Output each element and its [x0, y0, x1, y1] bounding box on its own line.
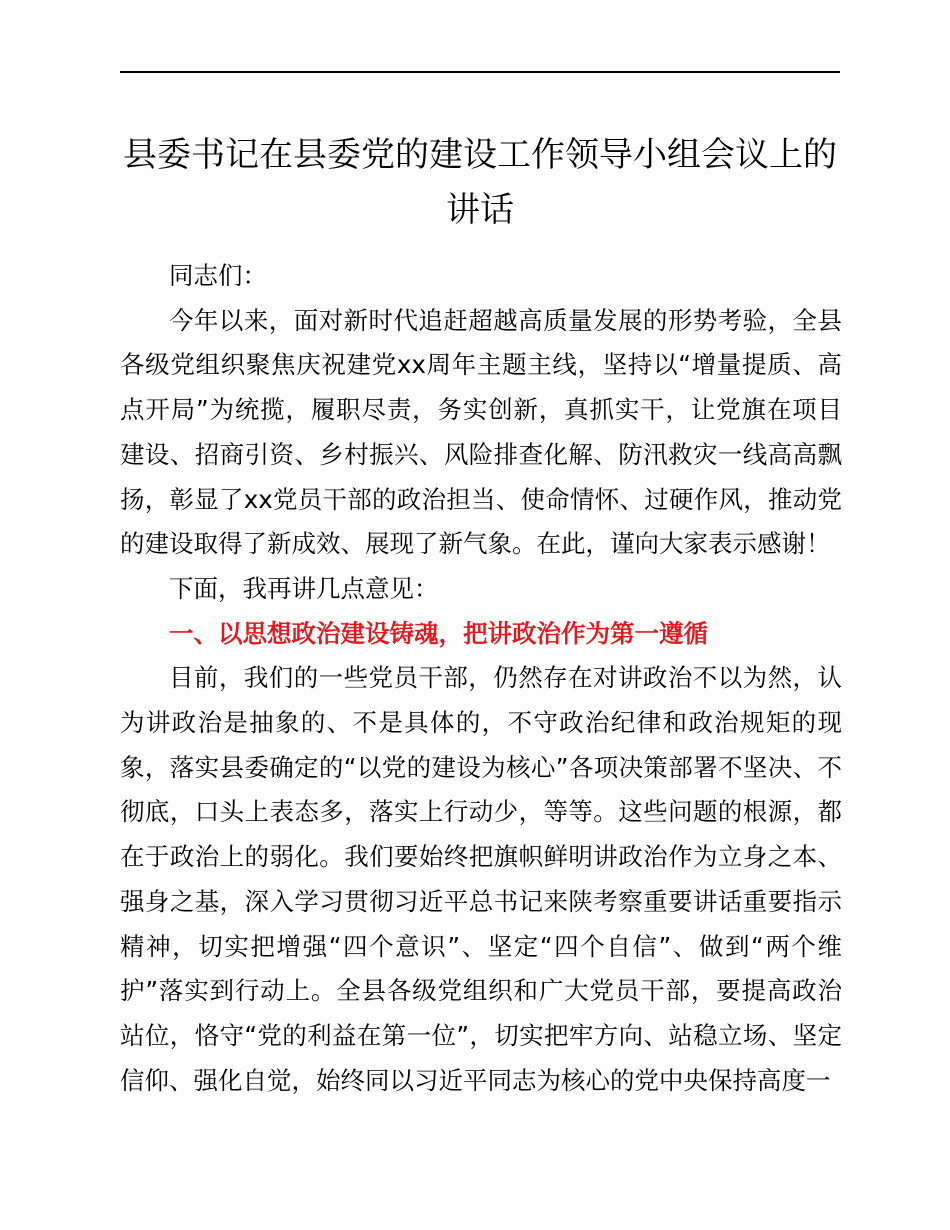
document-title: 县委书记在县委党的建设工作领导小组会议上的讲话: [123, 135, 837, 230]
section-heading: 一、以思想政治建设铸魂，把讲政治作为第一遵循: [169, 618, 708, 648]
transition-paragraph: 下面，我再讲几点意见：: [169, 573, 439, 603]
section-paragraph: 目前，我们的一些党员干部，仍然存在对讲政治不以为然，认为讲政治是抽象的、不是具体的，不守政治纪律和政治规矩的现象，落实县委确定的“以党的建设为核心”各项决策部署不坚决、不彻底，口头上表态多，落实上行动少，等等。这些问题的根源，都在于政治上的弱化。我们要始终把旗帜鲜明讲政治作为立身之本、强身之基，深入学习贯彻习近平总书记来陕考察重要讲话重要指示精神，切实把增强“四个意识”、坚定“四个自信”、做到“两个维护”落实到行动上。全县各级党组织和广大党员干部，要提高政治站位，恪守“党的利益在第一位”，切实把牢方向、站稳立场、坚定信仰、强化自觉，始终同以习近平同志为核心的党中央保持高度一: [120, 663, 842, 1095]
intro-paragraph: 今年以来，面对新时代追赶超越高质量发展的形势考验，全县各级党组织聚焦庆祝建党xx周年主题主线，坚持以“增量提质、高点开局”为统揽，履职尽责，务实创新，真抓实干，让党旗在项目建设、招商引资、乡村振兴、风险排查化解、防汛救灾一线高高飘扬，彰显了xx党员干部的政治担当、使命情怀、过硬作风，推动党的建设取得了新成效、展现了新气象。在此，谨向大家表示感谢！: [120, 305, 842, 559]
document-body: [120, 254, 842, 1103]
salutation: 同志们：: [169, 261, 267, 290]
header-rule: [120, 71, 840, 73]
